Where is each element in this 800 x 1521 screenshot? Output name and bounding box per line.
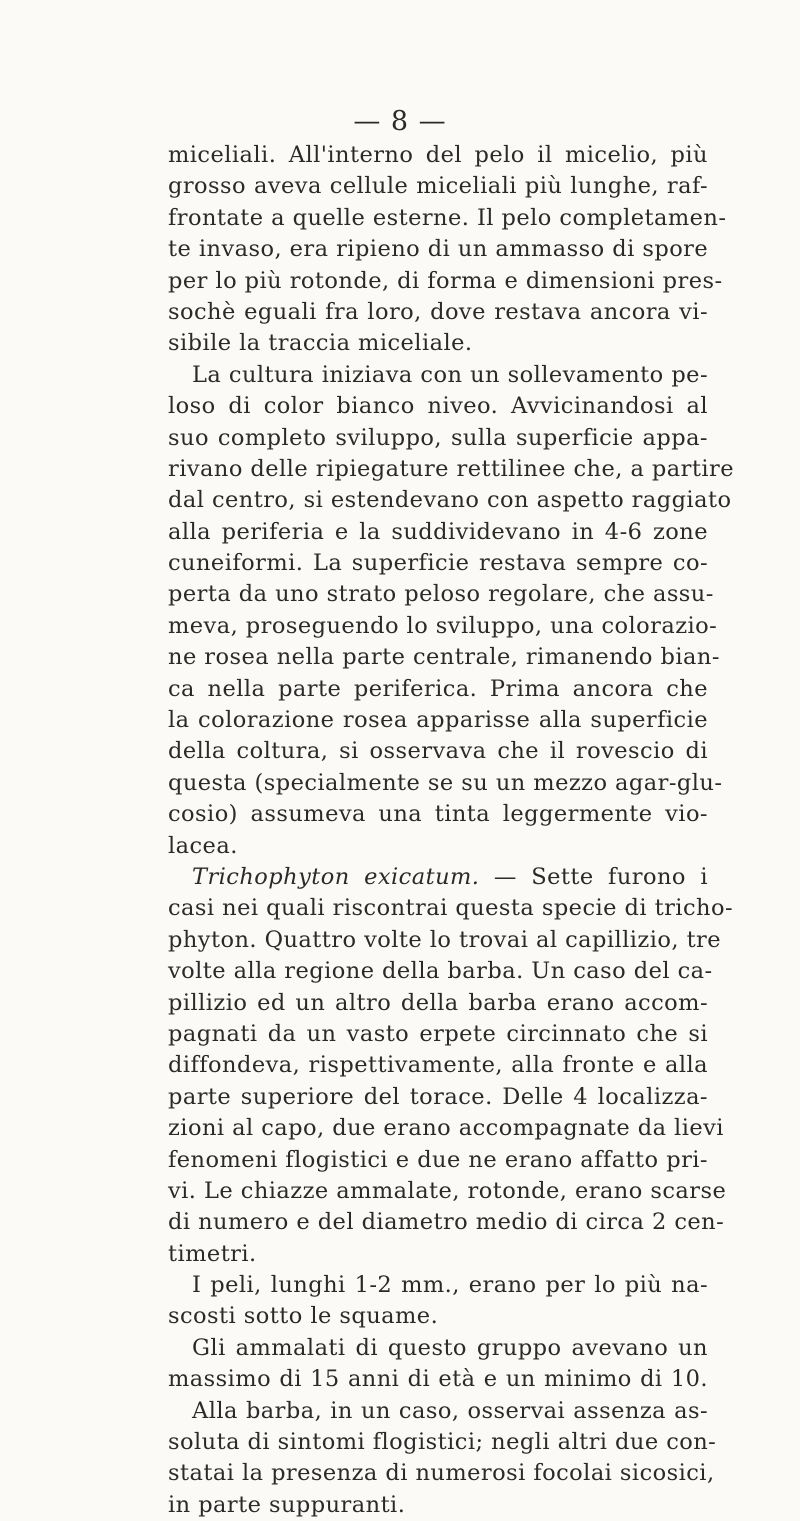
text-line: phyton. Quattro volte lo trovai al capillizio, tre	[168, 926, 722, 953]
page-number: — 8 —	[353, 106, 447, 137]
text-line: scosti sotto le squame.	[168, 1303, 439, 1330]
text-line: frontate a quelle esterne. Il pelo completamen-	[168, 204, 727, 231]
text-line: sibile la traccia miceliale.	[168, 330, 473, 357]
text-line: loso di color bianco niveo. Avvicinandosi al	[168, 393, 708, 420]
text-line: pillizio ed un altro della barba erano accom-	[168, 989, 708, 1016]
text-line: fenomeni flogistici e due ne erano affatto pri-	[168, 1146, 708, 1173]
text-line: per lo più rotonde, di forma e dimensioni pres-	[168, 267, 723, 294]
text-line: ca nella parte periferica. Prima ancora che	[168, 675, 708, 702]
text-line-rest: — Sette furono i	[479, 863, 708, 890]
text-line: La cultura iniziava con un sollevamento pe-	[192, 361, 708, 388]
text-line: zioni al capo, due erano accompagnate da lievi	[168, 1115, 724, 1142]
text-line: casi nei quali riscontrai questa specie di tricho-	[168, 895, 733, 922]
text-line: te invaso, era ripieno di un ammasso di spore	[168, 236, 709, 263]
text-line: in parte suppuranti.	[168, 1491, 406, 1518]
text-line: massimo di 15 anni di età e un minimo di 10.	[168, 1366, 708, 1393]
text-line: meva, proseguendo lo sviluppo, una colorazio-	[168, 612, 718, 639]
text-line	[168, 862, 708, 893]
text-line: rivano delle ripiegature rettilinee che, a partire	[168, 455, 734, 482]
text-line: timetri.	[168, 1240, 257, 1267]
text-line: volte alla regione della barba. Un caso del ca-	[168, 958, 713, 985]
text-line: la colorazione rosea apparisse alla superficie	[168, 707, 708, 734]
text-line: lacea.	[168, 832, 238, 859]
text-line: diffondeva, rispettivamente, alla fronte e alla	[168, 1052, 708, 1079]
text-line: di numero e del diametro medio di circa 2 cen-	[168, 1209, 725, 1236]
text-line: cuneiformi. La superficie restava sempre co-	[168, 550, 708, 577]
text-line: suo completo sviluppo, sulla superficie appa-	[168, 424, 708, 451]
text-line: Gli ammalati di questo gruppo avevano un	[192, 1334, 708, 1361]
text-line: statai la presenza di numerosi focolai sicosici,	[168, 1460, 715, 1487]
text-line: pagnati da un vasto erpete circinnato che si	[168, 1020, 708, 1047]
text-line: Alla barba, in un caso, osservai assenza as-	[192, 1397, 708, 1424]
species-name: Trichophyton exicatum.	[192, 863, 480, 890]
text-line: dal centro, si estendevano con aspetto raggiato	[168, 487, 732, 514]
body-text	[168, 140, 734, 1521]
text-line: cosio) assumeva una tinta leggermente vio-	[168, 801, 708, 828]
text-line: ne rosea nella parte centrale, rimanendo bian-	[168, 644, 720, 671]
text-line: soluta di sintomi flogistici; negli altri due con-	[168, 1429, 717, 1456]
text-line: sochè eguali fra loro, dove restava ancora vi-	[168, 298, 708, 325]
text-line: grosso aveva cellule miceliali più lunghe, raf-	[168, 173, 708, 200]
text-line: perta da uno strato peloso regolare, che assu-	[168, 581, 714, 608]
text-line: I peli, lunghi 1-2 mm., erano per lo più na-	[192, 1272, 708, 1299]
text-line: della coltura, si osservava che il rovescio di	[168, 738, 708, 765]
text-line: questa (specialmente se su un mezzo agar-glu-	[168, 769, 723, 796]
text-line: parte superiore del torace. Delle 4 localizza-	[168, 1083, 708, 1110]
text-line: miceliali. All'interno del pelo il micelio, più	[168, 142, 708, 168]
text-line: alla periferia e la suddividevano in 4-6 zone	[168, 518, 708, 545]
text-line: vi. Le chiazze ammalate, rotonde, erano scarse	[168, 1177, 727, 1204]
